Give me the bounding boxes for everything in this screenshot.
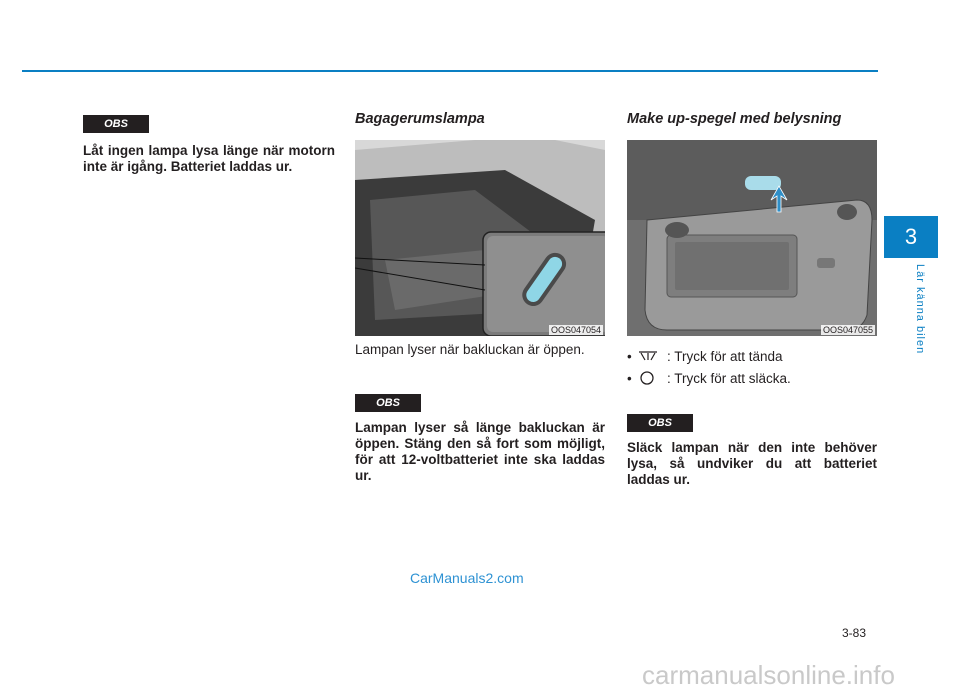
chapter-tab[interactable] [884, 216, 938, 258]
obs-text-2: Lampan lyser så länge bakluckan är öppen. Stäng den så fort som möjligt, för att 12-voltbatteriet inte ska laddas ur. [355, 420, 605, 483]
chapter-number: 3 [904, 224, 918, 249]
obs-badge-3: OBS [627, 414, 693, 432]
bullet-lamp-off-text: : Tryck för att släcka. [667, 370, 791, 386]
image-code-cargo: OOS047054 [550, 325, 601, 335]
header-rule [22, 70, 878, 72]
bullet-lamp-off: • : Tryck för att släcka. [627, 370, 791, 386]
bullet-lamp-on: • : Tryck för att tända [627, 348, 783, 364]
footer-watermark: carmanualsonline.info [642, 660, 895, 690]
bullet-lamp-on-text: : Tryck för att tända [667, 348, 783, 364]
obs-badge-2: OBS [355, 394, 421, 412]
heading-vanity-mirror: Make up-spegel med belysning [627, 111, 842, 127]
chapter-label: Lär känna bilen [914, 264, 926, 355]
cargo-lamp-text: Lampan lyser när bakluckan är öppen. [355, 342, 585, 357]
heading-cargo-lamp: Bagagerumslampa [355, 111, 485, 127]
image-code-mirror: OOS047055 [822, 325, 873, 335]
obs-text-1: Låt ingen lampa lysa länge när motorn inte är igång. Batteriet laddas ur. [83, 143, 335, 174]
obs-text-3: Släck lampan när den inte behöver lysa, så undviker du att batteriet laddas ur. [627, 440, 877, 487]
lamp-off-icon [637, 370, 667, 386]
lamp-on-icon [637, 348, 667, 364]
page-number: 3-83 [842, 626, 867, 640]
cargo-lamp-photo [355, 140, 605, 336]
obs-badge-1: OBS [83, 115, 149, 133]
vanity-mirror-photo [627, 140, 877, 336]
watermark-link[interactable]: CarManuals2.com [410, 570, 524, 586]
